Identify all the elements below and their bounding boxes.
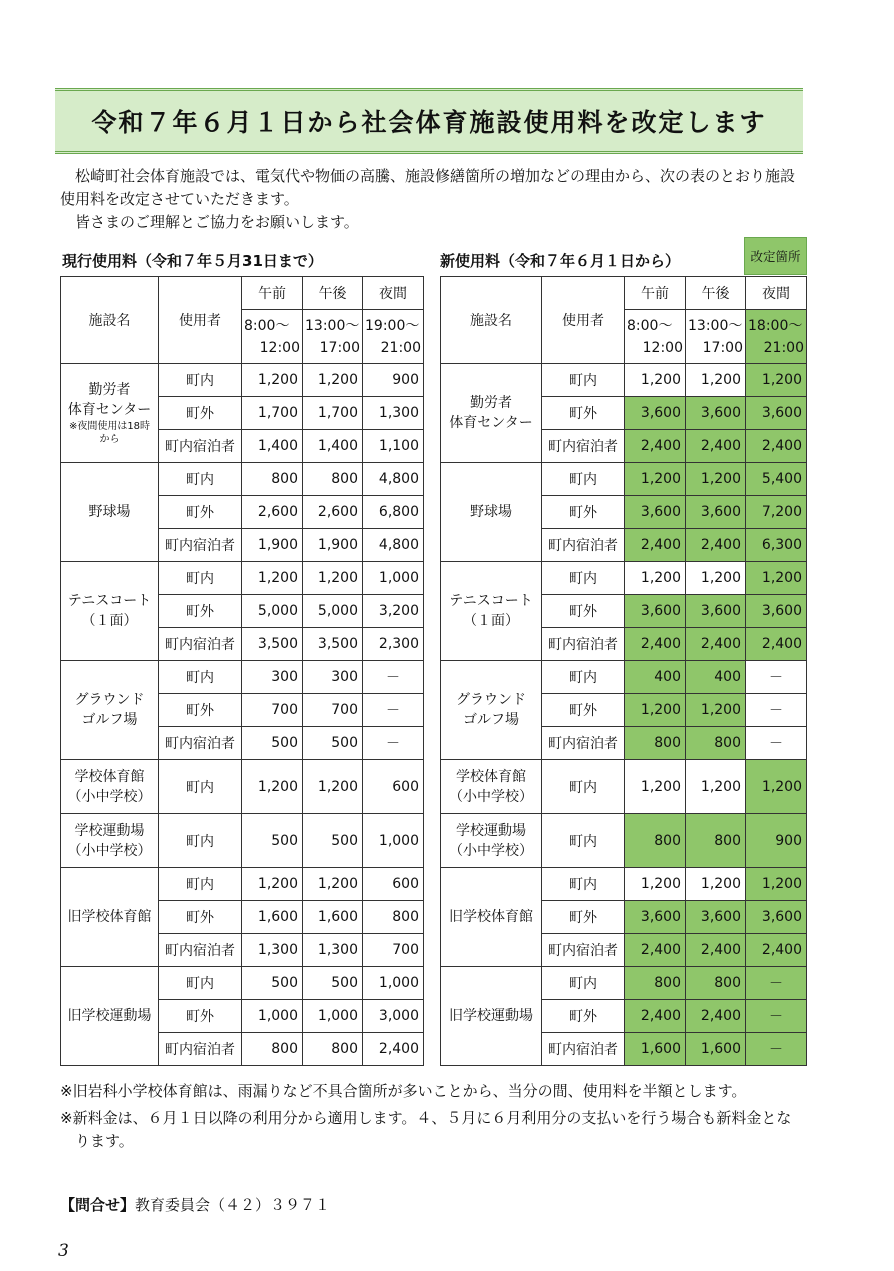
fee-am: 2,600 bbox=[242, 496, 303, 529]
user-type: 町内 bbox=[159, 364, 242, 397]
fee-pm: 3,600 bbox=[686, 397, 746, 430]
facility-name bbox=[61, 868, 159, 967]
user-type: 町内 bbox=[159, 967, 242, 1000]
facility-name-line: 旧学校体育館 bbox=[449, 909, 533, 925]
fee-pm: 500 bbox=[303, 727, 363, 760]
table-row bbox=[441, 463, 807, 496]
fee-pm: 1,200 bbox=[303, 868, 363, 901]
facility-name bbox=[441, 562, 542, 661]
fee-am: 1,200 bbox=[242, 364, 303, 397]
fee-pm: 1,200 bbox=[303, 364, 363, 397]
time-night bbox=[746, 310, 807, 364]
fee-night: 1,000 bbox=[363, 967, 424, 1000]
table-row bbox=[61, 463, 424, 496]
fee-pm: 1,200 bbox=[686, 694, 746, 727]
fee-am: 1,200 bbox=[242, 868, 303, 901]
fee-am: 400 bbox=[625, 661, 686, 694]
fee-night: 1,200 bbox=[746, 868, 807, 901]
facility-note: ※夜間使用は18時から bbox=[68, 421, 151, 445]
header-am: 午前 bbox=[242, 277, 303, 310]
time-start: 8:00～ bbox=[244, 317, 290, 334]
time-start: 19:00～ bbox=[365, 317, 420, 334]
user-type: 町内 bbox=[159, 562, 242, 595]
note-item: ※新料金は、６月１日以降の利用分から適用します。４、５月に６月利用分の支払いを行う場合も新料金となります。 bbox=[60, 1109, 792, 1150]
time-end: 12:00 bbox=[642, 339, 683, 356]
fee-night: 6,300 bbox=[746, 529, 807, 562]
fee-pm: 1,400 bbox=[303, 430, 363, 463]
user-type: 町外 bbox=[542, 496, 625, 529]
fee-night: － bbox=[746, 727, 807, 760]
fee-am: 2,400 bbox=[625, 430, 686, 463]
user-type: 町内宿泊者 bbox=[542, 934, 625, 967]
fee-night: 3,600 bbox=[746, 901, 807, 934]
fee-night: 3,200 bbox=[363, 595, 424, 628]
page-number: 3 bbox=[58, 1241, 69, 1261]
header-facility: 施設名 bbox=[61, 277, 159, 364]
table-row bbox=[441, 760, 807, 814]
fee-night: － bbox=[363, 661, 424, 694]
fee-am: 2,400 bbox=[625, 1000, 686, 1033]
fee-pm: 700 bbox=[303, 694, 363, 727]
facility-name-line: （小中学校） bbox=[67, 788, 152, 805]
fee-am: 1,200 bbox=[625, 760, 686, 814]
user-type: 町内宿泊者 bbox=[542, 1033, 625, 1066]
time-am bbox=[625, 310, 686, 364]
fee-night: 3,600 bbox=[746, 595, 807, 628]
header-night: 夜間 bbox=[363, 277, 424, 310]
new-fee-title: 新使用料（令和７年６月１日から） bbox=[440, 252, 681, 270]
user-type: 町内 bbox=[542, 814, 625, 868]
fee-am: 300 bbox=[242, 661, 303, 694]
fee-pm: 1,200 bbox=[303, 562, 363, 595]
intro-paragraph: 皆さまのご理解とご協力をお願いします。 bbox=[75, 213, 359, 231]
fee-pm: 800 bbox=[686, 727, 746, 760]
fee-night: － bbox=[746, 694, 807, 727]
time-end: 17:00 bbox=[702, 339, 743, 356]
fee-am: 5,000 bbox=[242, 595, 303, 628]
user-type: 町内宿泊者 bbox=[159, 934, 242, 967]
intro-paragraph: 松崎町社会体育施設では、電気代や物価の高騰、施設修繕箇所の増加などの理由から、次の表のとおり施設使用料を改定させていただきます。 bbox=[60, 167, 796, 208]
fee-night: 800 bbox=[363, 901, 424, 934]
fee-night: 6,800 bbox=[363, 496, 424, 529]
header-night: 夜間 bbox=[746, 277, 807, 310]
facility-name-line: 旧学校運動場 bbox=[449, 1008, 533, 1024]
table-row bbox=[441, 661, 807, 694]
fee-pm: 2,400 bbox=[686, 1000, 746, 1033]
fee-pm: 2,400 bbox=[686, 430, 746, 463]
facility-name-line: （小中学校） bbox=[449, 788, 533, 805]
header-user: 使用者 bbox=[159, 277, 242, 364]
facility-name bbox=[441, 661, 542, 760]
fee-am: 500 bbox=[242, 967, 303, 1000]
time-night bbox=[363, 310, 424, 364]
fee-night: 900 bbox=[746, 814, 807, 868]
facility-name-line: ゴルフ場 bbox=[81, 712, 138, 728]
fee-pm: 2,600 bbox=[303, 496, 363, 529]
user-type: 町外 bbox=[542, 694, 625, 727]
user-type: 町内 bbox=[159, 463, 242, 496]
table-row bbox=[441, 562, 807, 595]
facility-name-line: 野球場 bbox=[470, 504, 512, 520]
user-type: 町内 bbox=[542, 661, 625, 694]
fee-am: 3,500 bbox=[242, 628, 303, 661]
facility-name-line: （１面） bbox=[81, 613, 138, 629]
fee-night: 2,400 bbox=[746, 934, 807, 967]
fee-pm: 3,600 bbox=[686, 901, 746, 934]
user-type: 町内宿泊者 bbox=[542, 529, 625, 562]
contact-info bbox=[60, 1194, 330, 1215]
table-row bbox=[61, 364, 424, 397]
fee-night: － bbox=[746, 661, 807, 694]
user-type: 町内宿泊者 bbox=[542, 430, 625, 463]
fee-night: 3,000 bbox=[363, 1000, 424, 1033]
table-row bbox=[61, 868, 424, 901]
user-type: 町内 bbox=[542, 463, 625, 496]
fee-night: 3,600 bbox=[746, 397, 807, 430]
user-type: 町内宿泊者 bbox=[159, 529, 242, 562]
facility-name bbox=[61, 814, 159, 868]
fee-pm: 3,500 bbox=[303, 628, 363, 661]
facility-name bbox=[61, 967, 159, 1066]
header-pm: 午後 bbox=[303, 277, 363, 310]
user-type: 町内宿泊者 bbox=[542, 727, 625, 760]
intro-text bbox=[60, 165, 805, 234]
user-type: 町内 bbox=[542, 868, 625, 901]
facility-name bbox=[61, 463, 159, 562]
fee-am: 700 bbox=[242, 694, 303, 727]
fee-night: 7,200 bbox=[746, 496, 807, 529]
facility-name bbox=[441, 364, 542, 463]
time-end: 12:00 bbox=[259, 339, 300, 356]
fee-night: 900 bbox=[363, 364, 424, 397]
fee-pm: 2,400 bbox=[686, 529, 746, 562]
user-type: 町外 bbox=[159, 397, 242, 430]
table-row bbox=[61, 661, 424, 694]
user-type: 町外 bbox=[159, 694, 242, 727]
fee-pm: 1,200 bbox=[686, 868, 746, 901]
fee-am: 1,200 bbox=[242, 562, 303, 595]
facility-name-line: （小中学校） bbox=[449, 842, 533, 859]
user-type: 町内宿泊者 bbox=[542, 628, 625, 661]
facility-name bbox=[441, 760, 542, 814]
fee-pm: 1,600 bbox=[686, 1033, 746, 1066]
user-type: 町外 bbox=[159, 595, 242, 628]
user-type: 町外 bbox=[159, 1000, 242, 1033]
user-type: 町内 bbox=[542, 562, 625, 595]
user-type: 町内 bbox=[159, 868, 242, 901]
table-row bbox=[61, 562, 424, 595]
header-facility: 施設名 bbox=[441, 277, 542, 364]
legend-changed: 改定箇所 bbox=[744, 237, 807, 275]
facility-name-line: 体育センター bbox=[67, 402, 152, 418]
fee-night: 1,200 bbox=[746, 760, 807, 814]
user-type: 町内 bbox=[159, 661, 242, 694]
fee-pm: 5,000 bbox=[303, 595, 363, 628]
fee-am: 1,400 bbox=[242, 430, 303, 463]
fee-pm: 1,300 bbox=[303, 934, 363, 967]
current-fee-title: 現行使用料（令和７年５月31日まで） bbox=[62, 252, 323, 270]
fee-night: 1,200 bbox=[746, 562, 807, 595]
user-type: 町内 bbox=[542, 967, 625, 1000]
time-pm bbox=[686, 310, 746, 364]
user-type: 町内 bbox=[542, 364, 625, 397]
fee-am: 1,200 bbox=[625, 868, 686, 901]
fee-night: 600 bbox=[363, 760, 424, 814]
fee-night: 1,300 bbox=[363, 397, 424, 430]
user-type: 町内 bbox=[542, 760, 625, 814]
fee-pm: 3,600 bbox=[686, 595, 746, 628]
fee-am: 3,600 bbox=[625, 496, 686, 529]
fee-pm: 800 bbox=[303, 463, 363, 496]
fee-am: 1,700 bbox=[242, 397, 303, 430]
fee-am: 2,400 bbox=[625, 529, 686, 562]
fee-am: 500 bbox=[242, 727, 303, 760]
facility-name-line: 学校体育館 bbox=[456, 768, 526, 785]
time-pm bbox=[303, 310, 363, 364]
fee-night: 5,400 bbox=[746, 463, 807, 496]
fee-am: 800 bbox=[625, 727, 686, 760]
time-am bbox=[242, 310, 303, 364]
fee-pm: 3,600 bbox=[686, 496, 746, 529]
fee-am: 1,200 bbox=[625, 364, 686, 397]
note-item: ※旧岩科小学校体育館は、雨漏りなど不具合箇所が多いことから、当分の間、使用料を半額とします。 bbox=[60, 1082, 747, 1100]
user-type: 町内宿泊者 bbox=[159, 1033, 242, 1066]
facility-name-line: 勤労者 bbox=[470, 395, 512, 411]
fee-pm: 1,700 bbox=[303, 397, 363, 430]
fee-pm: 1,200 bbox=[303, 760, 363, 814]
user-type: 町外 bbox=[542, 1000, 625, 1033]
fee-am: 1,200 bbox=[625, 694, 686, 727]
fee-night: 2,400 bbox=[746, 628, 807, 661]
time-start: 8:00～ bbox=[627, 317, 673, 334]
page-title: 令和７年６月１日から社会体育施設使用料を改定します bbox=[91, 108, 767, 137]
fee-am: 800 bbox=[242, 1033, 303, 1066]
time-start: 13:00～ bbox=[688, 317, 743, 334]
facility-name bbox=[61, 562, 159, 661]
header-pm: 午後 bbox=[686, 277, 746, 310]
user-type: 町外 bbox=[542, 595, 625, 628]
fee-night: 1,100 bbox=[363, 430, 424, 463]
fee-night: 700 bbox=[363, 934, 424, 967]
user-type: 町外 bbox=[159, 496, 242, 529]
new-fee-table bbox=[440, 276, 807, 1066]
fee-am: 500 bbox=[242, 814, 303, 868]
facility-name bbox=[61, 760, 159, 814]
user-type: 町外 bbox=[542, 397, 625, 430]
facility-name-line: 学校運動場 bbox=[74, 822, 145, 839]
fee-am: 1,200 bbox=[625, 562, 686, 595]
fee-night: 2,300 bbox=[363, 628, 424, 661]
fee-am: 1,600 bbox=[242, 901, 303, 934]
time-start: 13:00～ bbox=[305, 317, 360, 334]
user-type: 町外 bbox=[159, 901, 242, 934]
fee-pm: 1,000 bbox=[303, 1000, 363, 1033]
fee-night: － bbox=[746, 1000, 807, 1033]
fee-night: － bbox=[746, 1033, 807, 1066]
fee-am: 1,300 bbox=[242, 934, 303, 967]
fee-pm: 2,400 bbox=[686, 934, 746, 967]
facility-name-line: 体育センター bbox=[449, 415, 533, 431]
fee-am: 2,400 bbox=[625, 934, 686, 967]
fee-am: 800 bbox=[242, 463, 303, 496]
header-am: 午前 bbox=[625, 277, 686, 310]
facility-name-line: 野球場 bbox=[88, 504, 131, 520]
title-banner bbox=[55, 88, 803, 154]
fee-night: 1,000 bbox=[363, 814, 424, 868]
facility-name-line: ゴルフ場 bbox=[463, 712, 519, 728]
fee-am: 800 bbox=[625, 814, 686, 868]
facility-name-line: 学校体育館 bbox=[74, 768, 145, 785]
facility-name bbox=[61, 661, 159, 760]
facility-name-line: 旧学校体育館 bbox=[67, 909, 152, 925]
user-type: 町外 bbox=[542, 901, 625, 934]
fee-pm: 800 bbox=[303, 1033, 363, 1066]
fee-am: 1,600 bbox=[625, 1033, 686, 1066]
facility-name bbox=[61, 364, 159, 463]
fee-am: 1,900 bbox=[242, 529, 303, 562]
fee-night: － bbox=[363, 727, 424, 760]
table-row bbox=[61, 967, 424, 1000]
fee-am: 3,600 bbox=[625, 901, 686, 934]
table-row bbox=[441, 967, 807, 1000]
facility-name bbox=[441, 814, 542, 868]
facility-name-line: テニスコート bbox=[449, 593, 533, 609]
user-type: 町内宿泊者 bbox=[159, 430, 242, 463]
fee-night: 600 bbox=[363, 868, 424, 901]
fee-night: － bbox=[746, 967, 807, 1000]
time-end: 21:00 bbox=[380, 339, 421, 356]
notes bbox=[60, 1080, 805, 1157]
user-type: 町内宿泊者 bbox=[159, 628, 242, 661]
fee-pm: 500 bbox=[303, 967, 363, 1000]
facility-name bbox=[441, 868, 542, 967]
fee-pm: 1,200 bbox=[686, 760, 746, 814]
fee-am: 1,200 bbox=[242, 760, 303, 814]
fee-am: 3,600 bbox=[625, 595, 686, 628]
fee-night: 2,400 bbox=[363, 1033, 424, 1066]
fee-night: － bbox=[363, 694, 424, 727]
contact-label: 【問合せ】 bbox=[60, 1196, 136, 1214]
fee-night: 1,000 bbox=[363, 562, 424, 595]
facility-name-line: （小中学校） bbox=[67, 842, 152, 859]
fee-night: 4,800 bbox=[363, 463, 424, 496]
fee-pm: 800 bbox=[686, 967, 746, 1000]
facility-name-line: 学校運動場 bbox=[456, 822, 526, 839]
table-row bbox=[61, 814, 424, 868]
user-type: 町内 bbox=[159, 814, 242, 868]
fee-night: 1,200 bbox=[746, 364, 807, 397]
facility-name-line: 勤労者 bbox=[88, 382, 131, 398]
fee-am: 1,200 bbox=[625, 463, 686, 496]
fee-pm: 400 bbox=[686, 661, 746, 694]
user-type: 町内 bbox=[159, 760, 242, 814]
fee-am: 1,000 bbox=[242, 1000, 303, 1033]
table-row bbox=[61, 760, 424, 814]
facility-name bbox=[441, 967, 542, 1066]
fee-night: 4,800 bbox=[363, 529, 424, 562]
facility-name-line: グラウンド bbox=[74, 692, 145, 708]
fee-pm: 1,900 bbox=[303, 529, 363, 562]
facility-name-line: グラウンド bbox=[456, 692, 526, 708]
contact-text: 教育委員会（４２）３９７１ bbox=[135, 1196, 331, 1214]
fee-pm: 1,200 bbox=[686, 463, 746, 496]
facility-name-line: 旧学校運動場 bbox=[67, 1008, 152, 1024]
fee-pm: 1,600 bbox=[303, 901, 363, 934]
table-row bbox=[441, 814, 807, 868]
table-row bbox=[441, 364, 807, 397]
fee-pm: 1,200 bbox=[686, 364, 746, 397]
fee-pm: 500 bbox=[303, 814, 363, 868]
table-row bbox=[441, 868, 807, 901]
time-start: 18:00～ bbox=[748, 317, 803, 334]
fee-am: 2,400 bbox=[625, 628, 686, 661]
facility-name bbox=[441, 463, 542, 562]
fee-am: 3,600 bbox=[625, 397, 686, 430]
fee-pm: 800 bbox=[686, 814, 746, 868]
facility-name-line: （１面） bbox=[463, 613, 519, 629]
user-type: 町内宿泊者 bbox=[159, 727, 242, 760]
time-end: 17:00 bbox=[319, 339, 360, 356]
fee-am: 800 bbox=[625, 967, 686, 1000]
current-fee-table bbox=[60, 276, 424, 1066]
time-end: 21:00 bbox=[763, 339, 804, 356]
header-user: 使用者 bbox=[542, 277, 625, 364]
fee-night: 2,400 bbox=[746, 430, 807, 463]
facility-name-line: テニスコート bbox=[67, 593, 152, 609]
fee-pm: 300 bbox=[303, 661, 363, 694]
fee-pm: 1,200 bbox=[686, 562, 746, 595]
fee-pm: 2,400 bbox=[686, 628, 746, 661]
